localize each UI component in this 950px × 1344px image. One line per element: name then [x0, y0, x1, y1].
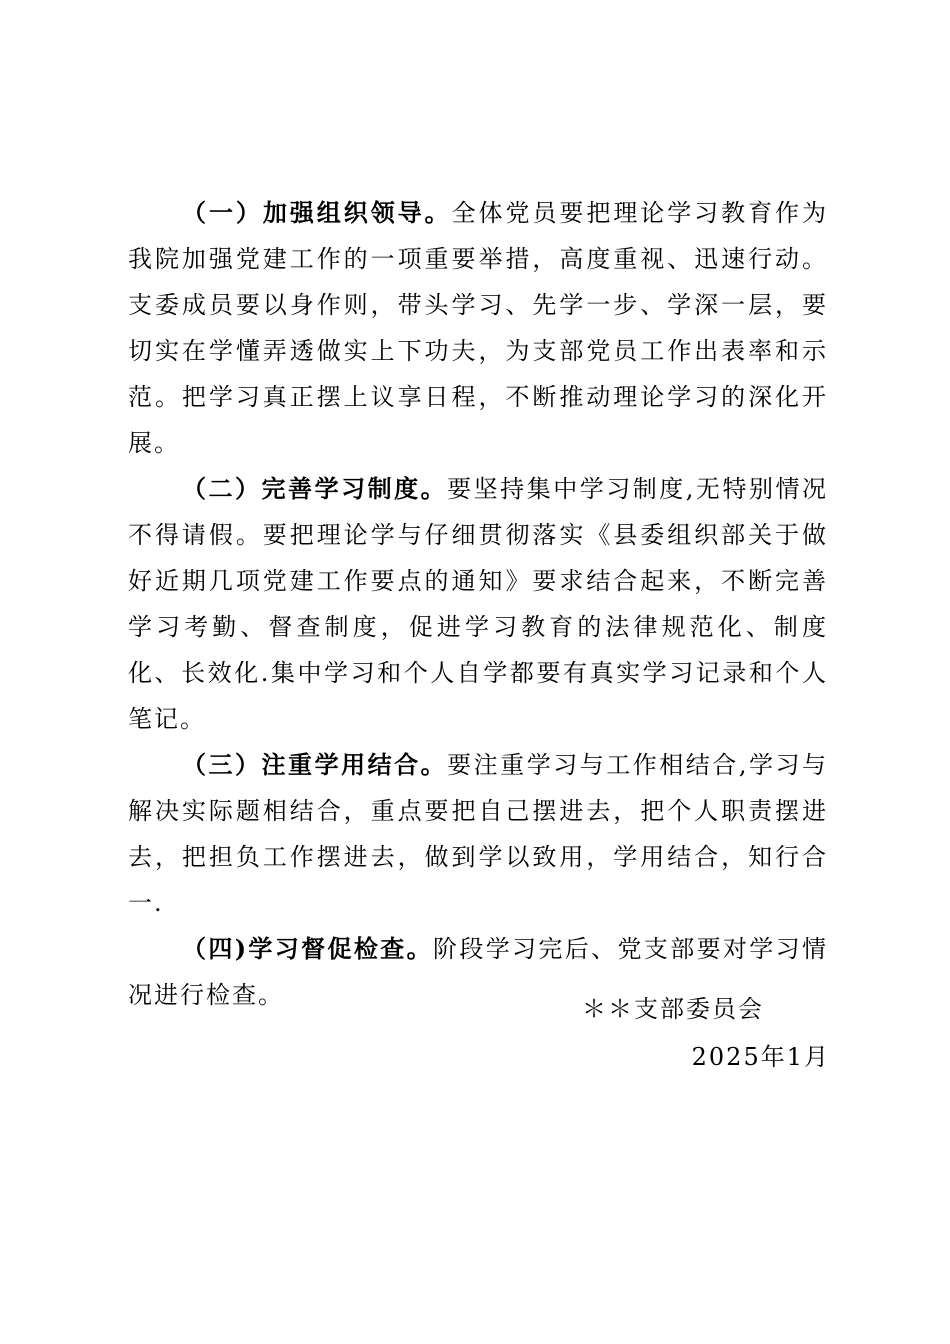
paragraph-3-text: 要注重学习与工作相结合,学习与解决实际题相结合，重点要把自己摆进去，把个人职责摆进去，把担负工作摆进去，做到学以致用，学用结合，知行合一.: [128, 751, 828, 917]
paragraph-3-heading: （三）注重学用结合。: [182, 750, 448, 779]
signature-org: ＊＊支部委员会: [582, 995, 764, 1023]
signature-date: 2025年1月: [691, 1043, 830, 1071]
paragraph-4-heading: （四)学习督促检查。: [182, 934, 433, 963]
paragraph-1: [128, 190, 828, 466]
paragraph-2: [128, 466, 828, 742]
paragraph-2-heading: （二）完善学习制度。: [182, 474, 448, 503]
paragraph-1-text: 全体党员要把理论学习教育作为我院加强党建工作的一项重要举措，高度重视、迅速行动。支委成员要以身作则，带头学习、先学一步、学深一层，要切实在学懂弄透做实上下功夫，为支部党员工作出表率和示范。把学习真正摆上议享日程，不断推动理论学习的深化开展。: [128, 199, 829, 457]
paragraph-4-text: 阶段学习完后、党支部要对学习情况进行检查。: [128, 935, 829, 1009]
paragraph-1-heading: （一）加强组织领导。: [182, 198, 452, 227]
paragraph-3: [128, 742, 828, 926]
paragraph-2-text: 要坚持集中学习制度,无特别情况不得请假。要把理论学与仔细贯彻落实《县委组织部关于做好近期几项党建工作要点的通知》要求结合起来，不断完善学习考勤、督查制度，促进学习教育的法律规范化、制度化、长效化.集中学习和个人自学都要有真实学习记录和个人笔记。: [128, 475, 828, 733]
document-body: [128, 190, 828, 1018]
